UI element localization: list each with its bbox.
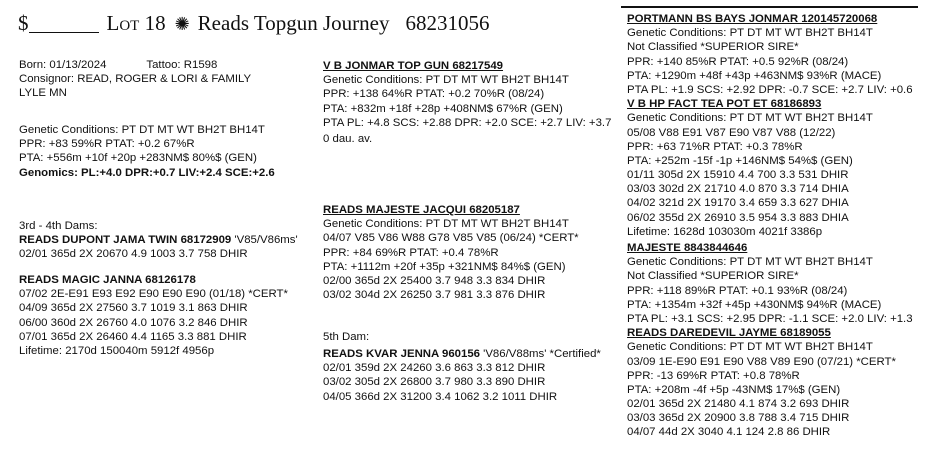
mdam-line: 04/07 44d 2X 3040 4.1 124 2.8 86 DHIR <box>627 426 831 439</box>
dam5-class: 'V86/V88ms' *Certified* <box>480 348 601 360</box>
genomics-line: Genomics: PL:+4.0 DPR:+0.7 LIV:+2.4 SCE:+2.6 <box>19 166 275 179</box>
dam5-line: 02/01 359d 2X 24260 3.6 863 3.3 812 DHIR <box>323 362 546 375</box>
genetic-conditions: Genetic Conditions: PT DT MT WT BH2T BH14T <box>19 124 265 136</box>
location: LYLE MN <box>19 87 67 100</box>
left-genetics <box>19 123 275 180</box>
msire-line: PTA: +1354m +32f +45p +430NM$ 94%R (MACE) <box>627 298 882 311</box>
dam4-record: 02/01 365d 2X 20670 4.9 1003 3.7 758 DHIR <box>19 248 248 261</box>
left-info <box>19 58 251 101</box>
dam4-name: READS DUPONT JAMA TWIN 68172909 <box>19 234 232 247</box>
mdam-line: PPR: -13 69%R PTAT: +0.8 78%R <box>627 369 800 382</box>
dam5-line: 04/05 366d 2X 31200 3.4 1062 3.2 1011 DHIR <box>323 390 558 403</box>
price-dollar: $ <box>18 11 29 35</box>
dam3-lifetime: Lifetime: 2170d 150040m 5912f 4956p <box>19 344 215 357</box>
dam3-line: 04/09 365d 2X 27560 3.7 1019 3.1 863 DHIR <box>19 302 248 315</box>
sire-line: Genetic Conditions: PT DT MT WT BH2T BH14T <box>323 74 569 87</box>
gsire-line: PTA PL: +1.9 SCS: +2.92 DPR: -0.7 SCE: +2.7 LIV: +0.6 <box>627 83 913 96</box>
gsire-line: Genetic Conditions: PT DT MT WT BH2T BH14T <box>627 27 873 40</box>
ppr-line: PPR: +83 59%R PTAT: +0.2 67%R <box>19 138 195 151</box>
sire-line: PTA PL: +4.8 SCS: +2.88 DPR: +2.0 SCE: +2.7 LIV: +3.7 <box>323 116 612 129</box>
mdam-line: PTA: +208m -4f +5p -43NM$ 17%$ (GEN) <box>627 383 841 396</box>
pta-line: PTA: +556m +10f +20p +283NM$ 80%$ (GEN) <box>19 152 257 165</box>
star-icon: ✺ <box>174 14 190 34</box>
gsire-line: PPR: +140 85%R PTAT: +0.5 92%R (08/24) <box>627 55 849 68</box>
gdam-line: 05/08 V88 E91 V87 E90 V87 V88 (12/22) <box>627 126 836 139</box>
animal-id: 68231056 <box>405 11 490 35</box>
gsire-name: PORTMANN BS BAYS JONMAR 120145720068 <box>627 13 878 25</box>
msire-name: MAJESTE 8843844646 <box>627 242 748 254</box>
mdam-line: Genetic Conditions: PT DT MT WT BH2T BH14T <box>627 341 873 354</box>
mdam-line: 02/01 365d 2X 21480 4.1 874 3.2 693 DHIR <box>627 398 850 411</box>
gdam-line: 01/11 305d 2X 15910 4.4 700 3.3 531 DHIR <box>627 169 849 182</box>
dam-line: 04/07 V85 V86 W88 G78 V85 V85 (06/24) *CERT* <box>323 232 579 245</box>
mdam-name: READS DAREDEVIL JAYME 68189055 <box>627 327 831 340</box>
msire-line: PTA PL: +3.1 SCS: +2.95 DPR: -1.1 SCE: +2.0 LIV: +1.3 <box>627 312 913 325</box>
gdam-line: PTA: +252m -15f -1p +146NM$ 54%$ (GEN) <box>627 154 853 167</box>
dams-label: 3rd - 4th Dams: <box>19 220 98 232</box>
dam3-line: 06/00 360d 2X 26760 4.0 1076 3.2 846 DHIR <box>19 316 248 329</box>
dam3-line: 07/01 365d 2X 26460 4.4 1165 3.3 881 DHIR <box>19 330 247 343</box>
dam5-section <box>323 330 601 404</box>
dam4-class: 'V85/V86ms' <box>231 234 298 247</box>
dam5-name: READS KVAR JENNA 960156 <box>323 348 480 360</box>
lot-header <box>18 9 598 37</box>
mdam-line: 03/09 1E-E90 E91 E90 V88 V89 E90 (07/21) *CERT* <box>627 355 896 368</box>
gdam-line: PPR: +63 71%R PTAT: +0.3 78%R <box>627 140 803 153</box>
sire-line: PPR: +138 64%R PTAT: +0.2 70%R (08/24) <box>323 88 545 101</box>
gsire-section <box>627 12 913 239</box>
msire-section <box>627 241 913 440</box>
born-date: Born: 01/13/2024 <box>19 59 107 71</box>
lot-number: Lot 18 <box>106 11 166 35</box>
consignor: Consignor: READ, ROGER & LORI & FAMILY <box>19 73 252 86</box>
msire-line: PPR: +118 89%R PTAT: +0.1 93%R (08/24) <box>627 284 848 297</box>
dam-line: PPR: +84 69%R PTAT: +0.4 78%R <box>323 246 499 259</box>
gdam-name: V B HP FACT TEA POT ET 68186893 <box>627 98 822 111</box>
gdam-line: 03/03 302d 2X 21710 4.0 870 3.3 714 DHIA <box>627 183 849 196</box>
dam-line: PTA: +1112m +20f +35p +321NM$ 84%$ (GEN) <box>323 260 566 273</box>
dams-section <box>19 219 298 262</box>
dam-line: 03/02 304d 2X 26250 3.7 981 3.3 876 DHIR <box>323 289 546 302</box>
tattoo: Tattoo: R1598 <box>146 59 218 71</box>
dam-name: READS MAJESTE JACQUI 68205187 <box>323 204 520 216</box>
mdam-line: 03/03 365d 2X 20900 3.8 788 3.4 715 DHIR <box>627 412 850 425</box>
price-blank <box>29 14 99 33</box>
sire-name: V B JONMAR TOP GUN 68217549 <box>323 60 504 72</box>
dam-section <box>323 203 579 302</box>
dam5-line: 03/02 305d 2X 26800 3.7 980 3.3 890 DHIR <box>323 376 546 389</box>
dam-line: 02/00 365d 2X 25400 3.7 948 3.3 834 DHIR <box>323 274 546 287</box>
top-rule <box>621 6 918 8</box>
animal-name: Reads Topgun Journey <box>197 11 390 35</box>
dam3-section <box>19 273 288 358</box>
gdam-lifetime: Lifetime: 1628d 103030m 4021f 3386p <box>627 225 823 238</box>
sire-section <box>323 59 611 146</box>
gdam-line: Genetic Conditions: PT DT MT WT BH2T BH14T <box>627 112 873 125</box>
dam5-label: 5th Dam: <box>323 331 370 343</box>
sire-daughters: 0 dau. av. <box>323 132 373 145</box>
msire-line: Not Classified *SUPERIOR SIRE* <box>627 270 799 283</box>
msire-line: Genetic Conditions: PT DT MT WT BH2T BH14T <box>627 256 873 269</box>
gsire-line: Not Classified *SUPERIOR SIRE* <box>627 41 799 54</box>
gdam-line: 06/02 355d 2X 26910 3.5 954 3.3 883 DHIA <box>627 211 849 224</box>
dam3-name: READS MAGIC JANNA 68126178 <box>19 274 196 286</box>
sire-line: PTA: +832m +18f +28p +408NM$ 67%R (GEN) <box>323 102 563 115</box>
dam3-line: 07/02 2E-E91 E93 E92 E90 E90 E90 (01/18) *CERT* <box>19 288 288 301</box>
dam-line: Genetic Conditions: PT DT MT WT BH2T BH14T <box>323 218 569 231</box>
gdam-line: 04/02 321d 2X 19170 3.4 659 3.3 627 DHIA <box>627 197 849 210</box>
gsire-line: PTA: +1290m +48f +43p +463NM$ 93%R (MACE) <box>627 69 882 82</box>
